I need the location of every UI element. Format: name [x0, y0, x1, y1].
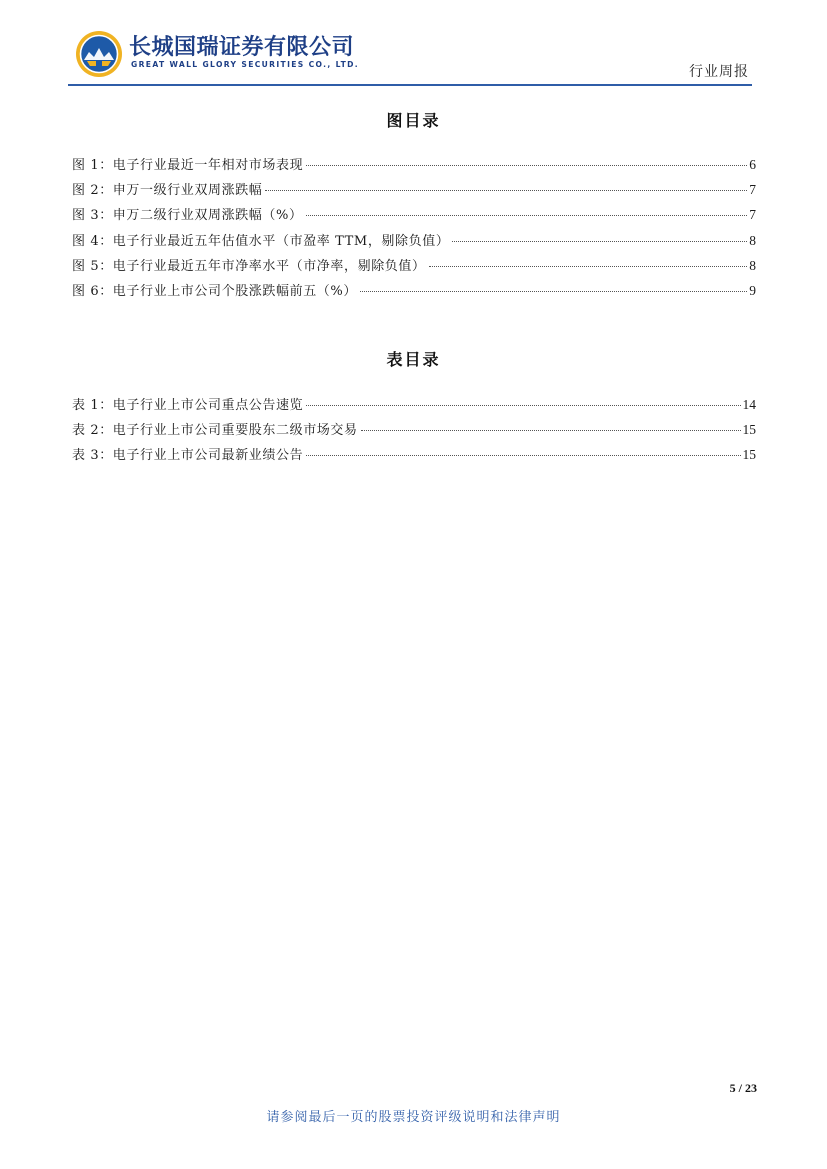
toc-leader-dots [360, 291, 747, 292]
toc-entry-label: 图 5：电子行业最近五年市净率水平（市净率，剔除负值） [72, 258, 426, 274]
table-toc-entry[interactable] [72, 419, 756, 444]
figure-toc-entry[interactable] [72, 280, 756, 305]
report-type-label: 行业周报 [689, 64, 749, 80]
toc-entry-page: 9 [749, 282, 756, 298]
figure-directory-title: 图目录 [386, 111, 441, 130]
page-header [0, 0, 827, 92]
footer-disclaimer: 请参阅最后一页的股票投资评级说明和法律声明 [266, 1110, 561, 1125]
toc-leader-dots [306, 405, 740, 406]
toc-entry-page: 7 [749, 182, 756, 198]
toc-leader-dots [265, 190, 747, 191]
toc-leader-dots [306, 165, 747, 166]
toc-entry-label: 表 3：电子行业上市公司最新业绩公告 [72, 448, 304, 464]
toc-entry-label: 图 1：电子行业最近一年相对市场表现 [72, 158, 304, 173]
page-number: 5 / 23 [729, 1081, 757, 1095]
figure-toc-entry[interactable] [72, 204, 756, 229]
toc-entry-page: 15 [742, 447, 756, 463]
figure-directory-list [72, 154, 756, 305]
toc-entry-page: 15 [742, 422, 756, 438]
toc-entry-label: 图 3：申万二级行业双周涨跌幅（%） [72, 208, 303, 224]
toc-leader-dots [306, 215, 748, 216]
figure-toc-entry[interactable] [72, 255, 756, 280]
toc-entry-label: 表 2：电子行业上市公司重要股东二级市场交易 [72, 423, 358, 439]
toc-leader-dots [361, 430, 741, 431]
table-directory-title: 表目录 [386, 350, 441, 369]
toc-entry-page: 8 [749, 257, 756, 273]
company-name-en: GREAT WALL GLORY SECURITIES CO., LTD. [131, 60, 359, 69]
toc-entry-label: 图 4：电子行业最近五年估值水平（市盈率 TTM，剔除负值） [72, 233, 450, 249]
toc-leader-dots [429, 266, 748, 267]
company-name-cn: 长城国瑞证券有限公司 [129, 35, 355, 60]
toc-leader-dots [306, 455, 740, 456]
figure-toc-entry[interactable] [72, 230, 756, 255]
figure-toc-entry[interactable] [72, 154, 756, 179]
toc-entry-page: 14 [742, 397, 756, 412]
toc-leader-dots [452, 241, 747, 242]
great-wall-glory-logo-icon [75, 30, 123, 78]
table-toc-entry[interactable] [72, 394, 756, 419]
table-directory-list [72, 394, 756, 470]
toc-entry-page: 6 [749, 157, 756, 172]
toc-entry-page: 7 [749, 207, 756, 223]
figure-toc-entry[interactable] [72, 179, 756, 204]
toc-entry-label: 图 6：电子行业上市公司个股涨跌幅前五（%） [72, 283, 357, 299]
toc-entry-label: 表 1：电子行业上市公司重点公告速览 [72, 398, 304, 413]
header-divider [68, 84, 752, 86]
table-toc-entry[interactable] [72, 444, 756, 469]
toc-entry-page: 8 [749, 232, 756, 248]
toc-entry-label: 图 2：申万一级行业双周涨跌幅 [72, 183, 263, 199]
